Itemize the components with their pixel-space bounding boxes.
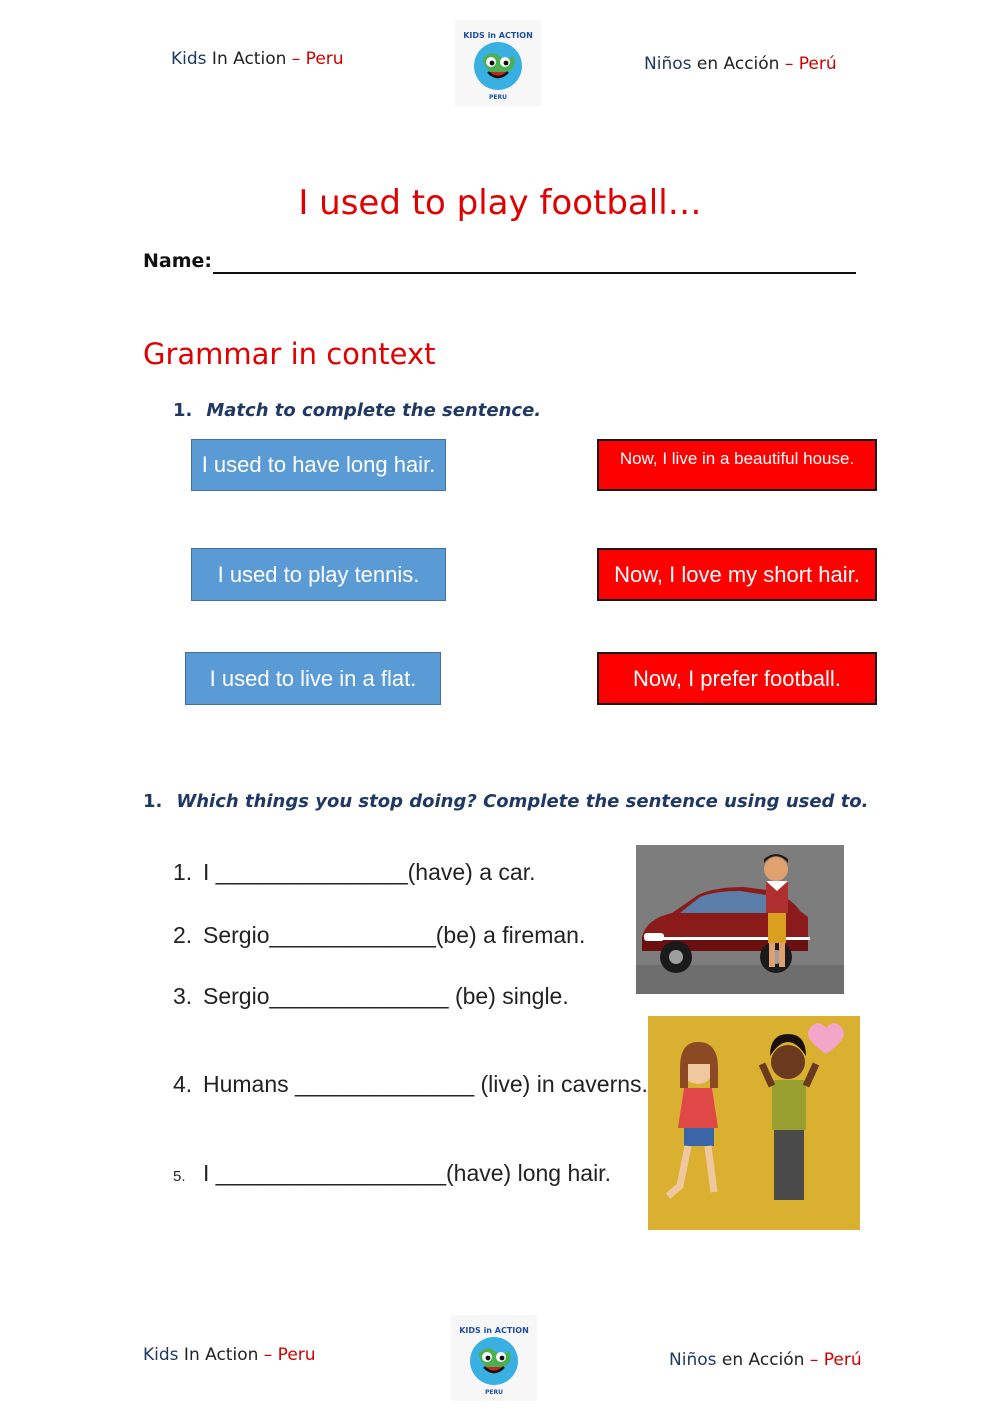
match-card-right-3[interactable]: Now, I prefer football.	[597, 652, 877, 705]
exercise2-item-1: 1. I _______________(have) a car.	[173, 859, 536, 885]
globe-logo-icon	[451, 1315, 537, 1401]
header-left: Kids In Action – Peru	[171, 49, 344, 69]
match-card-left-3[interactable]: I used to live in a flat.	[185, 652, 441, 705]
section-title: Grammar in context	[143, 337, 436, 371]
exercise2-item-4: 4. Humans ______________ (live) in caverns.	[173, 1071, 648, 1097]
match-card-right-1[interactable]: Now, I live in a beautiful house.	[597, 439, 877, 491]
exercise2-item-5: 5. I __________________(have) long hair.	[173, 1160, 611, 1186]
name-field[interactable]	[213, 272, 856, 274]
footer-right: Niños en Acción – Perú	[669, 1350, 862, 1370]
svg-text:KIDS in ACTION: KIDS in ACTION	[459, 1326, 529, 1335]
globe-logo-icon	[455, 20, 541, 106]
exercise2-item-3: 3. Sergio______________ (be) single.	[173, 983, 569, 1009]
match-card-right-2[interactable]: Now, I love my short hair.	[597, 548, 877, 601]
name-label: Name:	[143, 250, 213, 272]
exercise2-item-2: 2. Sergio_____________(be) a fireman.	[173, 922, 586, 948]
logo-bottom	[451, 1315, 537, 1406]
svg-text:PERU: PERU	[485, 1389, 503, 1396]
svg-text:KIDS in ACTION: KIDS in ACTION	[463, 31, 533, 40]
couple-illustration	[648, 1016, 860, 1230]
logo-top	[455, 20, 541, 111]
match-card-left-1[interactable]: I used to have long hair.	[191, 439, 446, 491]
footer-left: Kids In Action – Peru	[143, 1345, 316, 1365]
exercise1-instruction: 1. Match to complete the sentence.	[173, 400, 542, 421]
page-title: I used to play football…	[298, 183, 702, 223]
exercise2-instruction: 1. Which things you stop doing? Complete the sentence using used to.	[143, 791, 869, 812]
car-man-illustration	[636, 845, 844, 994]
match-card-left-2[interactable]: I used to play tennis.	[191, 548, 446, 601]
svg-text:PERU: PERU	[489, 94, 507, 101]
header-right: Niños en Acción – Perú	[644, 54, 837, 74]
